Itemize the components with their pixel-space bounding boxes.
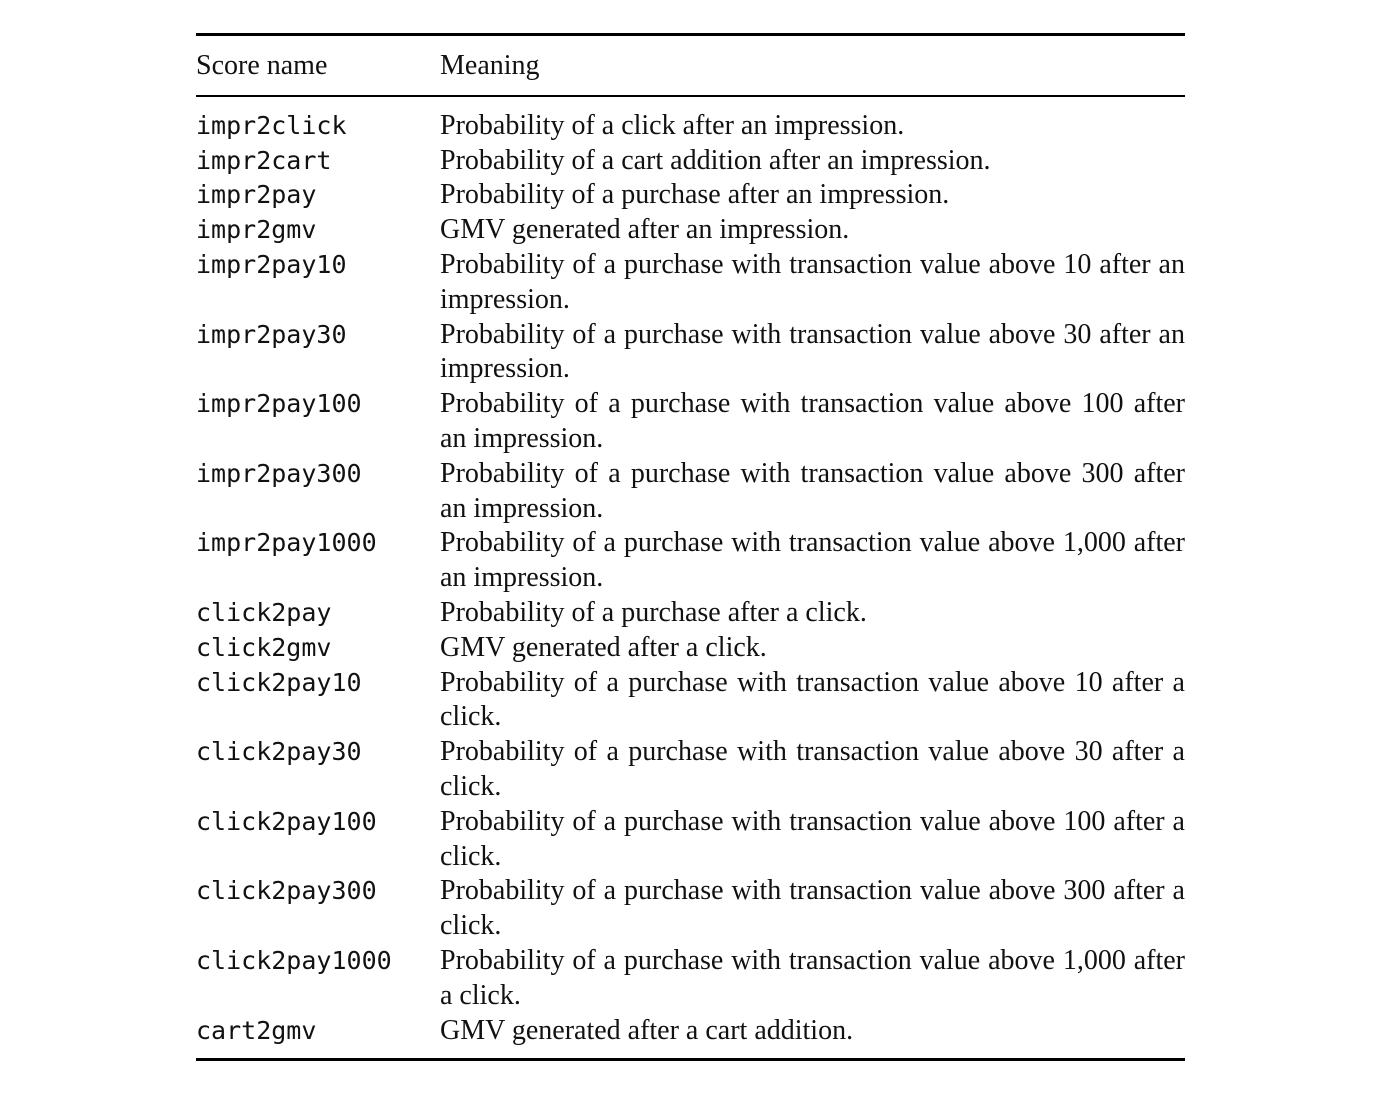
header-row (196, 35, 1185, 96)
meaning-cell: Probability of a purchase with transaction value above 300 after an impression. (440, 457, 1185, 524)
meaning-cell: Probability of a purchase after a click. (440, 596, 867, 628)
score-name-cell: click2pay100 (196, 806, 377, 836)
meaning-cell: Probability of a purchase with transaction value above 100 after an impression. (440, 388, 1185, 454)
score-name-cell: cart2gmv (196, 1014, 440, 1060)
score-name-cell: click2gmv (196, 632, 332, 662)
table-row (196, 178, 1185, 213)
score-name-cell: impr2pay100 (196, 389, 362, 419)
score-name-cell: impr2click (196, 110, 347, 140)
table-row (196, 387, 1185, 457)
table-row (196, 144, 1185, 179)
meaning-cell: Probability of a purchase with transaction value above 30 after an impression. (440, 318, 1185, 385)
table-row (196, 805, 1185, 875)
meaning-cell: GMV generated after an impression. (440, 214, 850, 246)
score-name-cell: click2pay10 (196, 667, 362, 697)
score-name-cell: impr2pay300 (196, 458, 362, 488)
table-row (196, 318, 1185, 388)
meaning-cell: Probability of a purchase with transaction value above 1,000 after an impression. (440, 527, 1185, 594)
score-definitions-table (196, 33, 1185, 1061)
meaning-cell: Probability of a purchase with transaction value above 30 after a click. (440, 736, 1185, 802)
score-name-cell: impr2gmv (196, 215, 317, 245)
table-row (196, 735, 1185, 805)
table-row (196, 596, 1185, 631)
meaning-cell: Probability of a purchase with transaction value above 100 after a click. (440, 805, 1185, 872)
header-meaning: Meaning (440, 35, 1185, 96)
score-name-cell: impr2pay30 (196, 319, 347, 349)
meaning-cell: GMV generated after a cart addition. (440, 1014, 1185, 1060)
table-row (196, 1014, 1185, 1060)
table-row (196, 457, 1185, 527)
meaning-cell: Probability of a click after an impression. (440, 109, 905, 141)
table-row (196, 666, 1185, 736)
score-name-cell: click2pay1000 (196, 945, 392, 975)
header-score-name: Score name (196, 35, 440, 96)
table-header (196, 35, 1185, 96)
table-row (196, 248, 1185, 318)
score-name-cell: click2pay30 (196, 737, 362, 767)
score-name-cell: impr2cart (196, 145, 332, 175)
table-row (196, 874, 1185, 944)
meaning-cell: Probability of a cart addition after an impression. (440, 144, 991, 176)
table-row (196, 213, 1185, 248)
score-name-cell: impr2pay1000 (196, 528, 377, 558)
meaning-cell: Probability of a purchase with transaction value above 10 after a click. (440, 666, 1185, 733)
meaning-cell: Probability of a purchase with transaction value above 10 after an impression. (440, 248, 1185, 315)
meaning-cell: Probability of a purchase after an impression. (440, 179, 950, 211)
meaning-cell: Probability of a purchase with transaction value above 1,000 after a click. (440, 944, 1185, 1011)
table-body (196, 96, 1185, 1060)
meaning-cell: GMV generated after a click. (440, 631, 767, 663)
table-row (196, 96, 1185, 144)
score-name-cell: impr2pay (196, 180, 317, 210)
score-name-cell: click2pay300 (196, 876, 377, 906)
score-name-cell: impr2pay10 (196, 249, 347, 279)
table-row (196, 944, 1185, 1014)
score-name-cell: click2pay (196, 597, 332, 627)
meaning-cell: Probability of a purchase with transaction value above 300 after a click. (440, 875, 1185, 942)
table-row (196, 631, 1185, 666)
table-row (196, 526, 1185, 596)
